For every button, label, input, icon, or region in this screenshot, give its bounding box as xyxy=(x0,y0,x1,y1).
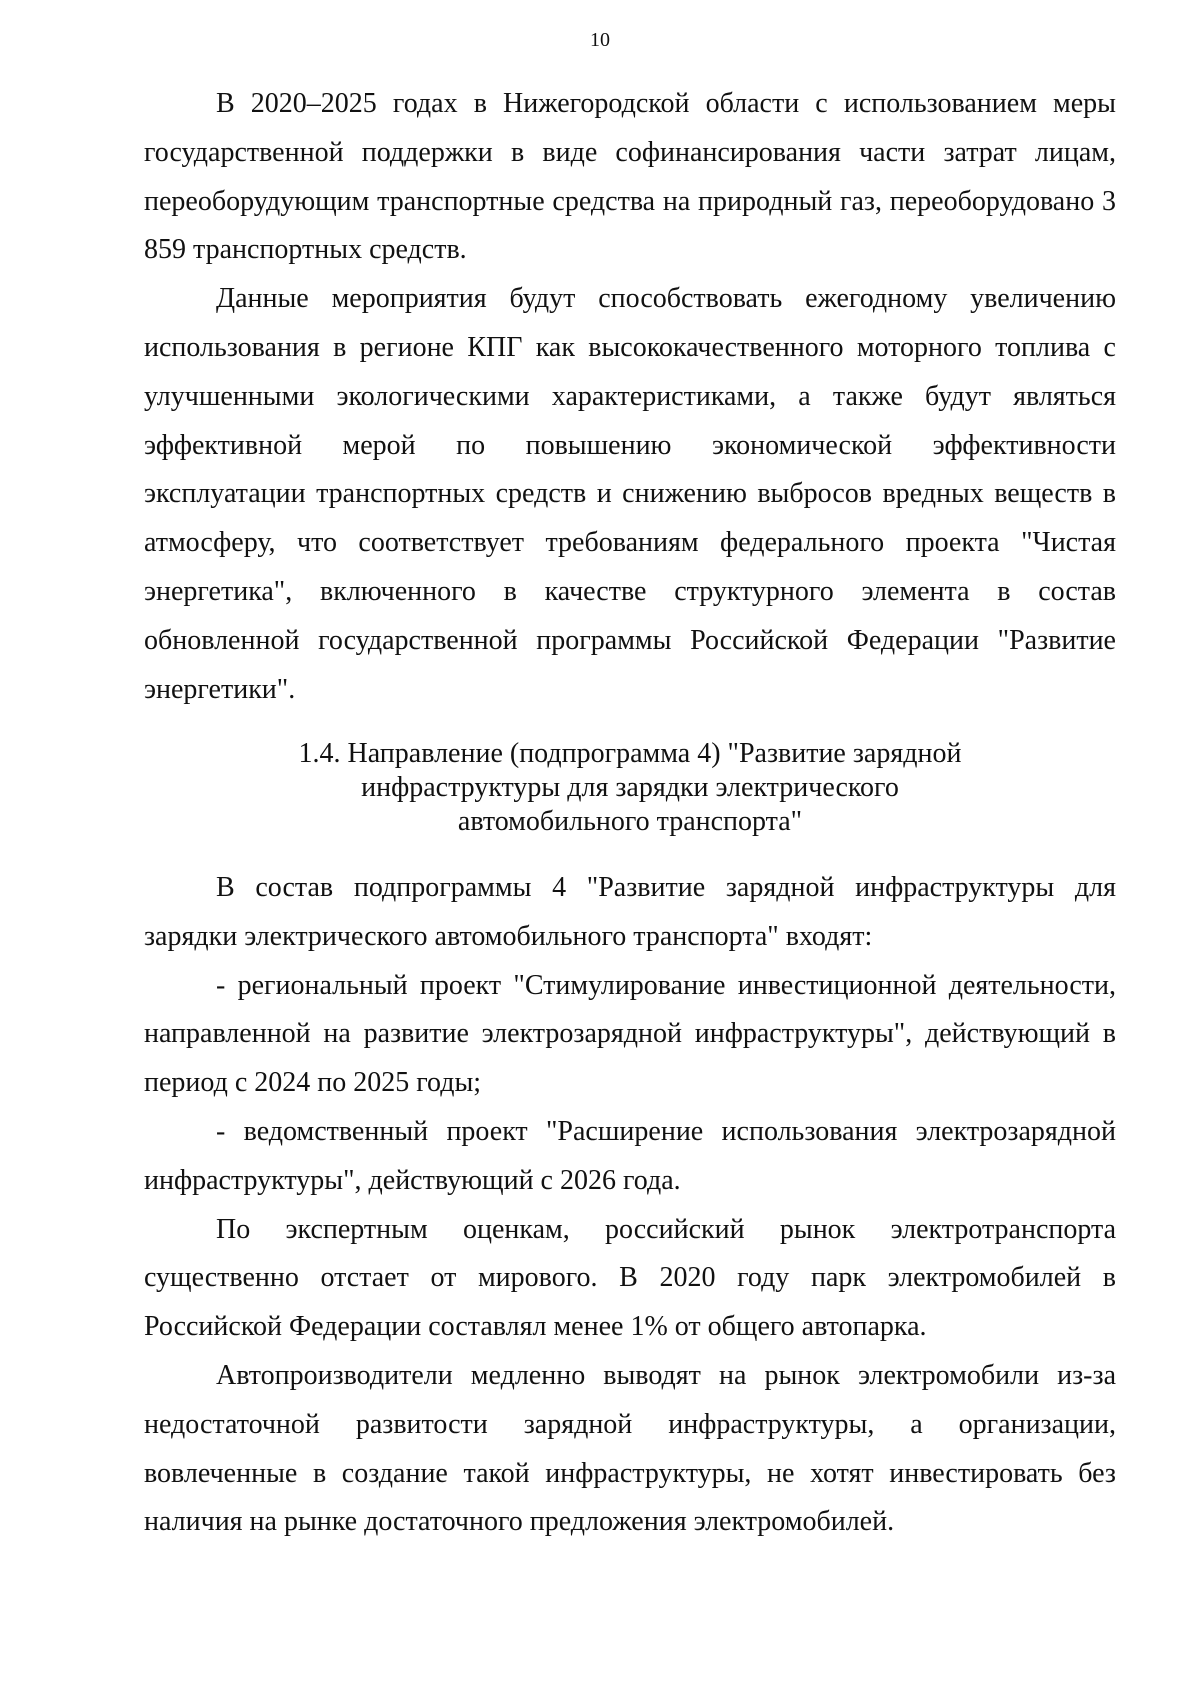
paragraph-market-estimates: По экспертным оценкам, российский рынок электротранспорта существенно отстает от мирового. В 2020 году парк электромобилей в Российской Федерации составлял менее 1% от общего автопарка. xyxy=(144,1213,1116,1343)
paragraph-gas-conversion: В 2020–2025 годах в Нижегородской области с использованием меры государственной поддержки в виде софинансирования части затрат лицам, переоборудующим транспортные средства на природный газ, переоборудовано 3 859 транспортных средств. xyxy=(144,88,1116,266)
list-item-departmental-project: - ведомственный проект "Расширение использования электрозарядной инфраструктуры", действующий с 2026 года. xyxy=(144,1115,1116,1196)
heading-spacer xyxy=(144,839,1116,864)
paragraph-cng-measures: Данные мероприятия будут способствовать ежегодному увеличению использования в регионе КПГ как высококачественного моторного топлива с улучшенными экологическими характеристиками, а также будут являться эффективной мерой по повышению экономической эффективности эксплуатации транспортных средств и снижению выбросов вредных веществ в атмосферу, что соответствует требованиям федерального проекта "Чистая энергетика", включенного в качестве структурного элемента в состав обновленной государственной программы Российской Федерации "Развитие энергетики". xyxy=(144,283,1116,705)
body-text-top xyxy=(144,80,1116,714)
paragraph-subprogram-composition: В состав подпрограммы 4 "Развитие зарядной инфраструктуры для зарядки электрического автомобильного транспорта" входят: xyxy=(144,872,1116,952)
section-heading: 1.4. Направление (подпрограмма 4) "Развитие зарядной инфраструктуры для зарядки электрического автомобильного транспорта" xyxy=(298,738,962,837)
list-item-regional-project: - региональный проект "Стимулирование инвестиционной деятельности, направленной на развитие электрозарядной инфраструктуры", действующий в период с 2024 по 2025 годы; xyxy=(144,969,1116,1099)
page-number: 10 xyxy=(590,29,610,51)
body-text-section xyxy=(144,737,1116,1547)
paragraph-automakers: Автопроизводители медленно выводят на рынок электромобили из-за недостаточной развитости зарядной инфраструктуры, а организации, вовлеченные в создание такой инфраструктуры, не хотят инвестировать без наличия на рынке достаточного предложения электромобилей. xyxy=(144,1359,1116,1538)
